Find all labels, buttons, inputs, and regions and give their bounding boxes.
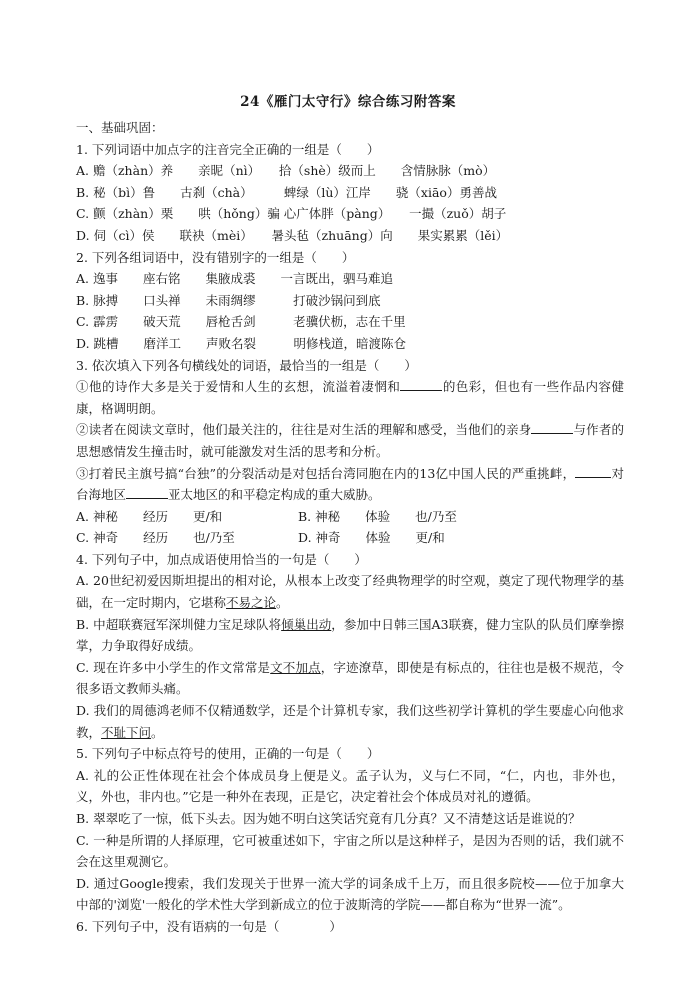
q4-a-end: 。: [276, 595, 289, 611]
q3-option-c: C. 神奇 经历 也/乃至: [76, 530, 235, 546]
q1-option-a: A. 赡（zhàn）养 亲昵（nì） 拾（shè）级而上 含情脉脉（mò）: [76, 163, 496, 179]
q3-options-row-1: [76, 506, 624, 528]
q1-option-d: D. 伺（cì）侯 联袂（mèi） 暑头毡（zhuāng）向 果实累累（lěi）: [76, 227, 509, 243]
q3-s2-part-b: 与作者的思想感情发生撞击时，就可能激发对生活的思考和分析。: [76, 422, 624, 459]
q3-options-row-2: [76, 527, 624, 549]
q4-option-d: [76, 700, 624, 743]
question-2-stem: 2. 下列各组词语中，没有错别字的一组是（ ）: [76, 249, 355, 265]
q3-s3-part-b: 对台海地区: [76, 465, 624, 503]
q3-s1-part-a: ①他的诗作大多是关于爱情和人生的玄想，流溢着凄惘和: [76, 379, 401, 395]
question-4-stem: 4. 下列句子中，加点成语使用恰当的一句是（ ）: [76, 551, 367, 567]
question-5-stem: 5. 下列句子中标点符号的使用，正确的一句是（ ）: [76, 746, 380, 762]
q2-option-b: B. 脉搏 口头禅 未雨绸缪 打破沙锅问到底: [76, 292, 381, 308]
q4-c-end: ，字迹潦草，即使是有标点的，往往也是极不规范，令很多语文教师头痛。: [76, 659, 624, 697]
q2-option-c: C. 霹雳 破天荒 唇枪舌剑 老骥伏枥，志在千里: [76, 314, 406, 330]
q3-s3-part-c: 亚太地区的和平稳定构成的重大威胁。: [168, 487, 381, 503]
q3-sentence-1: [76, 376, 624, 419]
q3-s2-part-a: ②读者在阅读文章时，他们最关注的，往往是对生活的理解和感受，当他们的亲身: [76, 422, 532, 438]
q4-c-text: C. 现在许多中小学生的作文常常是: [76, 659, 271, 675]
q4-d-idiom: 不耻下问: [101, 724, 152, 740]
q4-option-c: [76, 657, 624, 700]
q4-b-idiom: 倾巢出动: [281, 616, 332, 632]
document-body: [76, 117, 624, 938]
q3-option-b: B. 神秘 体验 也/乃至: [298, 508, 457, 524]
q3-s1-part-b: 的色彩，但也有一些作品内容健康，格调明朗。: [76, 379, 624, 416]
q4-a-text: A. 20世纪初爱因斯坦提出的相对论，从根本上改变了经典物理学的时空观，奠定了现代物理学的基础，在一定时期内，它堪称: [76, 573, 624, 611]
q2-option-d: D. 跳槽 磨洋工 声败名裂 明修栈道，暗渡陈仓: [76, 335, 407, 351]
q3-option-a: A. 神秘 经历 更/和: [76, 508, 223, 524]
fill-blank-1: [400, 378, 442, 391]
fill-blank-2: [531, 421, 573, 434]
q3-sentence-2: [76, 419, 624, 462]
q4-d-text: D. 我们的周德鸿老师不仅精通数学，还是个计算机专家，我们这些初学计算机的学生要虚心向他求教，: [76, 703, 624, 740]
q5-option-b: B. 翠翠吃了一惊，低下头去。因为她不明白这笑话究竟有几分真？又不清楚这话是谁说的？: [76, 811, 581, 826]
q4-a-idiom: 不易之论: [226, 595, 277, 611]
fill-blank-3: [575, 465, 611, 478]
q3-sentence-3: [76, 463, 624, 506]
page-title: 24《雁门太守行》综合练习附答案: [240, 94, 456, 110]
q4-d-end: 。: [151, 724, 164, 740]
q3-option-d: D. 神奇 体验 更/和: [298, 530, 445, 546]
question-1-stem: 1. 下列词语中加点字的注音完全正确的一组是（ ）: [76, 141, 380, 157]
q5-option-c: C. 一种是所谓的人择原理，它可被重述如下，宇宙之所以是这种样子，是因为否则的话，我们就不会在这里观测它。: [76, 832, 624, 870]
q5-option-d: D. 通过Google搜索，我们发现关于世界一流大学的词条成千上万，而且很多院校——位于加拿大中部的'浏览'一般化的学术性大学到新成立的位于波斯湾的学院——都自称为“世界一流”。: [76, 875, 624, 913]
question-6-stem: 6. 下列句子中，没有语病的一句是（ ）: [76, 918, 342, 934]
q4-c-idiom: 文不加点: [270, 659, 321, 675]
q2-option-a: A. 逸事 座右铭 集腋成裘 一言既出，驷马难追: [76, 271, 393, 287]
q4-option-b: [76, 614, 624, 657]
section-heading: 一、基础巩固：: [76, 120, 164, 135]
q5-option-a: A. 礼的公正性体现在社会个体成员身上便是义。孟子认为，义与仁不同，“仁，内也，非外也，义，外也，非内也。”它是一种外在表现，正是它，决定着社会个体成员对礼的遵循。: [76, 767, 624, 805]
fill-blank-4: [126, 486, 168, 499]
q4-b-text: B. 中超联赛冠军深圳健力宝足球队将: [76, 616, 282, 632]
q4-b-end: ，参加中日韩三国A3联赛，健力宝队的队员们摩拳擦掌，力争取得好成绩。: [76, 616, 624, 654]
question-3-stem: 3. 依次填入下列各句横线处的词语，最恰当的一组是（ ）: [76, 357, 417, 373]
q1-option-b: B. 秘（bì）鲁 古刹（chà） 蜱绿（lù）江岸 骁（xiāo）勇善战: [76, 184, 497, 200]
q3-s3-part-a: ③打着民主旗号搞“台独”的分裂活动是对包括台湾同胞在内的13亿中国人民的严重挑衅，: [76, 465, 576, 481]
q4-option-a: [76, 570, 624, 613]
q1-option-c: C. 颤（zhàn）栗 哄（hǒng）骗 心广体胖（pàng） 一撮（zuǒ）胡子: [76, 206, 507, 222]
